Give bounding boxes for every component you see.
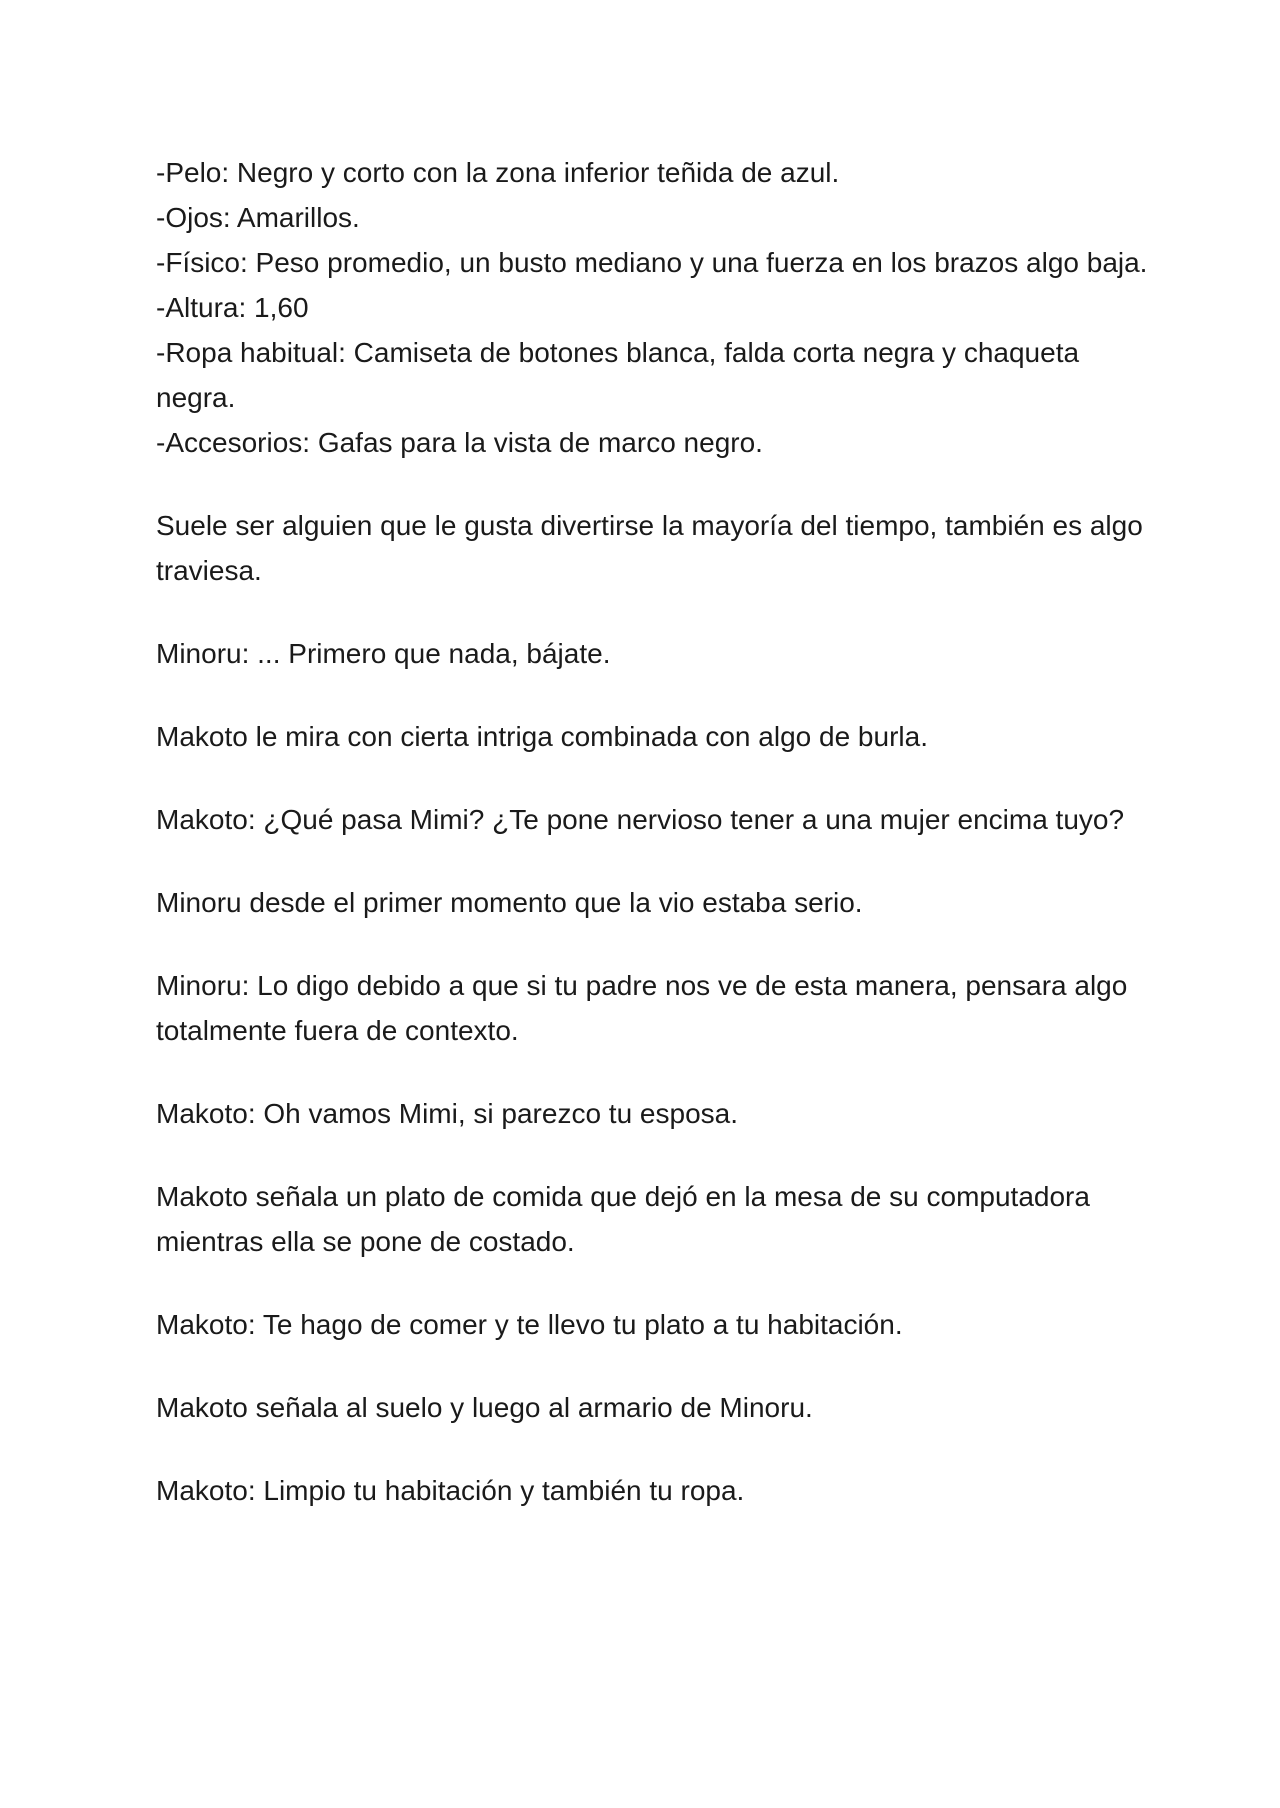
paragraph-narration: Makoto señala al suelo y luego al armario de Minoru. xyxy=(156,1392,813,1423)
character-attributes xyxy=(156,150,1156,465)
paragraph-narration: Makoto le mira con cierta intriga combinada con algo de burla. xyxy=(156,721,928,752)
attribute-clothing: -Ropa habitual: Camiseta de botones blanca, falda corta negra y chaqueta negra. xyxy=(156,337,1080,413)
paragraph-dialogue-minoru: Minoru: Lo digo debido a que si tu padre nos ve de esta manera, pensara algo totalmente fuera de contexto. xyxy=(156,970,1128,1046)
attribute-hair: -Pelo: Negro y corto con la zona inferior teñida de azul. xyxy=(156,157,840,188)
paragraph-dialogue-makoto: Makoto: Oh vamos Mimi, si parezco tu esposa. xyxy=(156,1098,738,1129)
document-body xyxy=(156,150,1156,1551)
attribute-physique: -Físico: Peso promedio, un busto mediano y una fuerza en los brazos algo baja. xyxy=(156,247,1148,278)
paragraph-dialogue-makoto: Makoto: Limpio tu habitación y también tu ropa. xyxy=(156,1475,745,1506)
attribute-eyes: -Ojos: Amarillos. xyxy=(156,202,360,233)
paragraph-dialogue-minoru: Minoru: ... Primero que nada, bájate. xyxy=(156,638,611,669)
paragraph-narration: Minoru desde el primer momento que la vio estaba serio. xyxy=(156,887,863,918)
paragraph-narration: Makoto señala un plato de comida que dejó en la mesa de su computadora mientras ella se pone de costado. xyxy=(156,1181,1090,1257)
attribute-height: -Altura: 1,60 xyxy=(156,292,309,323)
paragraph-dialogue-makoto: Makoto: Te hago de comer y te llevo tu plato a tu habitación. xyxy=(156,1309,903,1340)
paragraph-description: Suele ser alguien que le gusta divertirse la mayoría del tiempo, también es algo traviesa. xyxy=(156,510,1143,586)
attribute-accessories: -Accesorios: Gafas para la vista de marco negro. xyxy=(156,427,763,458)
paragraph-dialogue-makoto: Makoto: ¿Qué pasa Mimi? ¿Te pone nervioso tener a una mujer encima tuyo? xyxy=(156,804,1125,835)
